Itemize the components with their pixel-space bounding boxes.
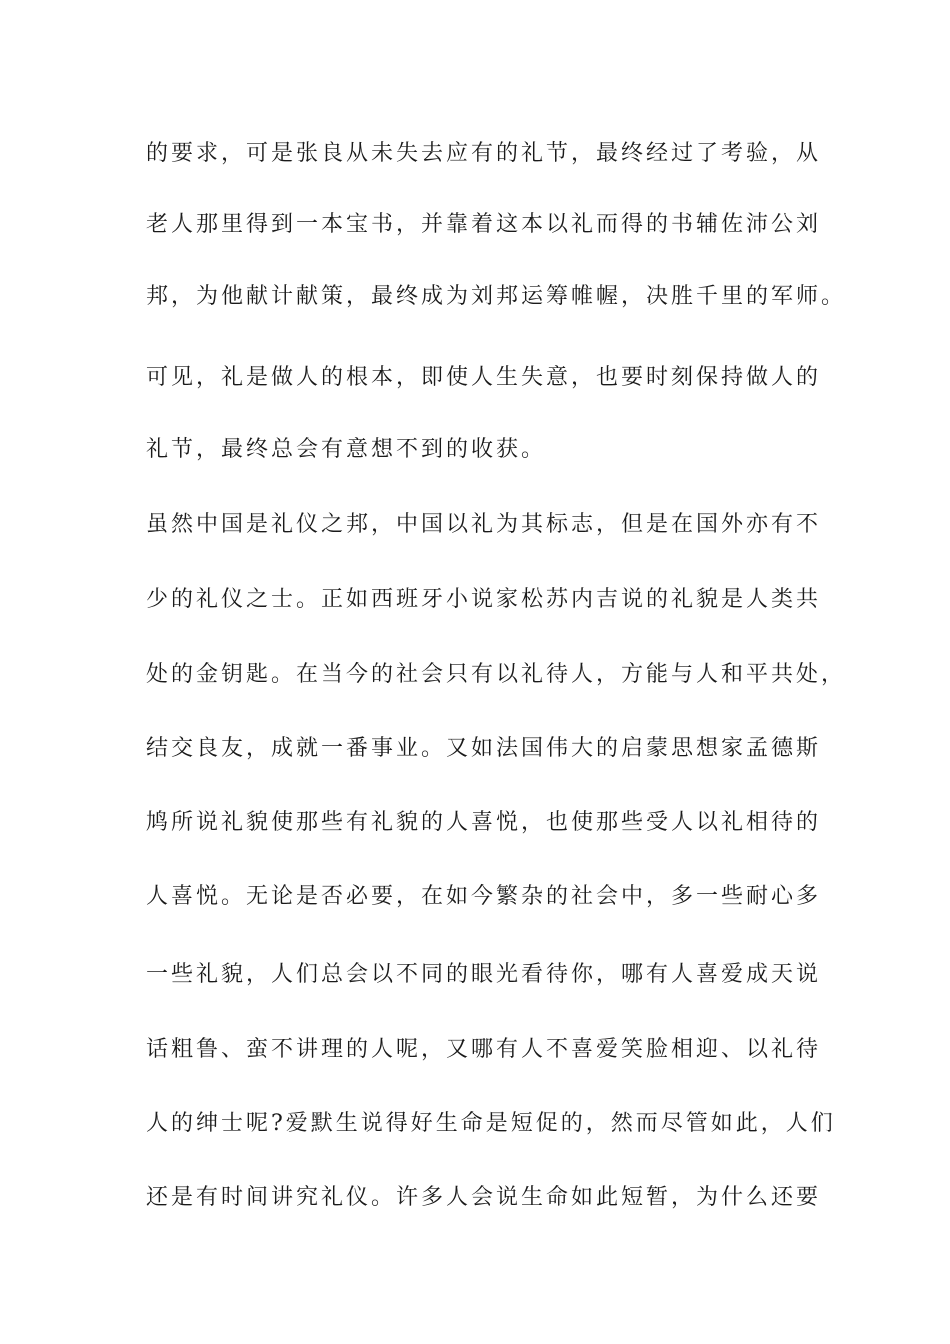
- text-line: 鸠所说礼貌使那些有礼貌的人喜悦，也使那些受人以礼相待的: [146, 810, 822, 835]
- text-line: 一些礼貌，人们总会以不同的眼光看待你，哪有人喜爱成天说: [146, 962, 822, 987]
- text-line: 人喜悦。无论是否必要，在如今繁杂的社会中，多一些耐心多: [146, 884, 822, 909]
- text-line: 人的绅士呢?爱默生说得好生命是短促的，然而尽管如此，人们: [146, 1111, 836, 1136]
- text-line: 少的礼仪之士。正如西班牙小说家松苏内吉说的礼貌是人类共: [146, 587, 822, 612]
- text-line: 虽然中国是礼仪之邦，中国以礼为其标志，但是在国外亦有不: [146, 512, 822, 537]
- text-line: 还是有时间讲究礼仪。许多人会说生命如此短暂，为什么还要: [146, 1185, 822, 1210]
- text-line: 处的金钥匙。在当今的社会只有以礼待人，方能与人和平共处，: [146, 662, 847, 687]
- text-line: 的要求，可是张良从未失去应有的礼节，最终经过了考验，从: [146, 141, 822, 166]
- text-line: 老人那里得到一本宝书，并靠着这本以礼而得的书辅佐沛公刘: [146, 212, 822, 237]
- text-line: 可见，礼是做人的根本，即使人生失意，也要时刻保持做人的: [146, 365, 822, 390]
- text-line: 邦，为他献计献策，最终成为刘邦运筹帷幄，决胜千里的军师。: [146, 284, 847, 309]
- text-line: 话粗鲁、蛮不讲理的人呢，又哪有人不喜爱笑脸相迎、以礼待: [146, 1037, 822, 1062]
- text-line: 礼节，最终总会有意想不到的收获。: [146, 437, 547, 462]
- text-line: 结交良友，成就一番事业。又如法国伟大的启蒙思想家孟德斯: [146, 736, 822, 761]
